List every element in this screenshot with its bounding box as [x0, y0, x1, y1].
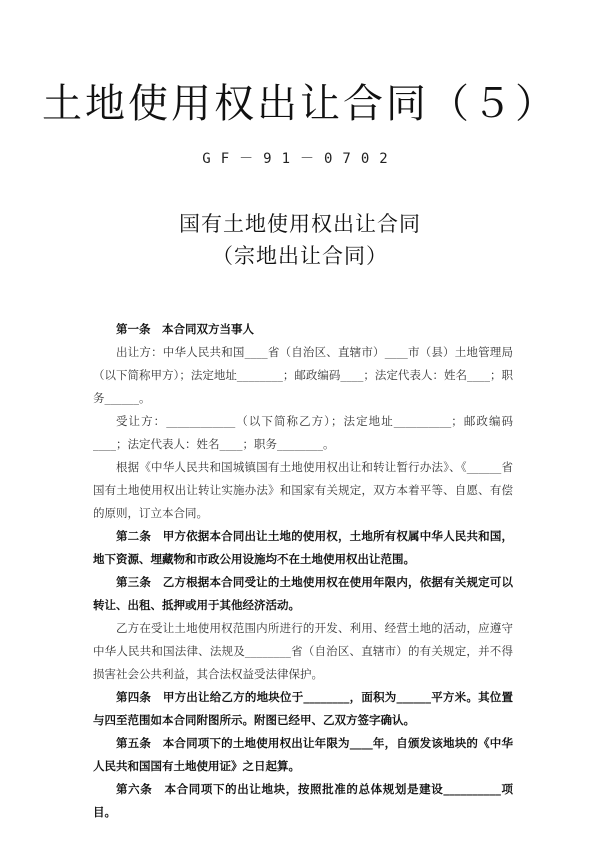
contract-title: 国有土地使用权出让合同 [179, 212, 421, 236]
legal-basis-paragraph: 根据《中华人民共和国城镇国有土地使用权出让和转让暂行办法》、《______省国有土地使用权出让转让实施办法》和国家有关规定，双方本着平等、自愿、有偿的原则，订立本合同。 [93, 460, 513, 520]
contract-subtitle: （宗地出让合同） [212, 244, 388, 268]
article-5-paragraph: 第五条 本合同项下的土地使用权出让年限为____年，自颁发该地块的《中华人民共和国国有土地使用证》之日起算。 [93, 736, 513, 773]
article-3-paragraph: 第三条 乙方根据本合同受让的土地使用权在使用年限内，依据有关规定可以转让、出租、抵押或用于其他经济活动。 [93, 575, 513, 612]
article-1-heading: 第一条 本合同双方当事人 [116, 322, 254, 336]
article-2-paragraph: 第二条 甲方依据本合同出让土地的使用权，土地所有权属中华人民共和国，地下资源、埋藏物和市政公用设施均不在土地使用权出让范围。 [93, 529, 513, 566]
article-4-paragraph: 第四条 甲方出让给乙方的地块位于________，面积为______平方米。其位置与四至范围如本合同附图所示。附图已经甲、乙双方签字确认。 [93, 690, 513, 727]
party-b-paragraph: 受让方：____________（以下简称乙方）；法定地址__________；邮政编码____；法定代表人：姓名____；职务________。 [93, 414, 513, 451]
party-a-paragraph: 出让方：中华人民共和国____省（自治区、直辖市）____市（县）土地管理局（以下简称甲方）；法定地址________；邮政编码____；法定代表人：姓名____；职务______。 [93, 345, 513, 405]
document-title: 土地使用权出让合同（５） [42, 81, 558, 127]
document-code: GF－91－0702 [202, 151, 398, 167]
article-6-paragraph: 第六条 本合同项下的出让地块，按照批准的总体规划是建设__________项目。 [93, 782, 513, 819]
contract-body [93, 318, 513, 824]
article-3-detail-paragraph: 乙方在受让土地使用权范围内所进行的开发、利用、经营土地的活动，应遵守中华人民共和国法律、法规及________省（自治区、直辖市）的有关规定，并不得损害社会公共利益，其合法权益受法律保护。 [93, 621, 513, 681]
